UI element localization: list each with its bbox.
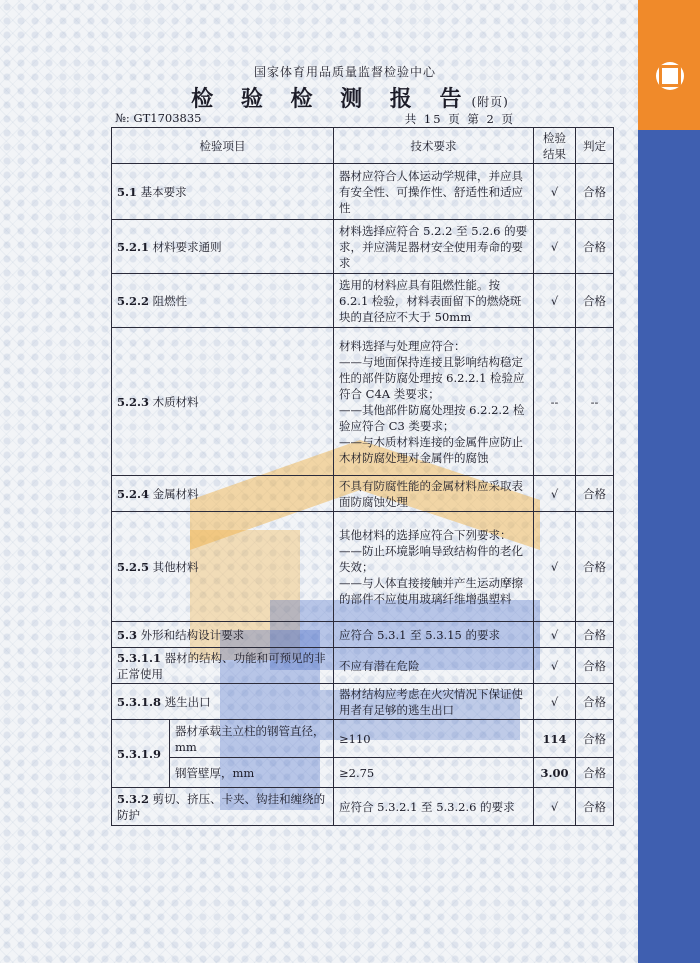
verdict-cell: 合格 xyxy=(576,788,614,826)
table-row xyxy=(112,720,614,758)
item-name: 其他材料 xyxy=(152,559,199,574)
table-row xyxy=(112,758,614,788)
item-name: 逃生出口 xyxy=(164,694,211,709)
verdict-cell: 合格 xyxy=(576,684,614,720)
col-header-item: 检验项目 xyxy=(112,128,334,164)
item-name: 器材的结构、功能和可预见的非正常使用 xyxy=(117,650,326,681)
item-cell xyxy=(112,684,334,720)
col-header-verdict: 判定 xyxy=(576,128,614,164)
result-cell: √ xyxy=(534,788,576,826)
table-row xyxy=(112,622,614,648)
requirement-cell: 材料选择应符合 5.2.2 至 5.2.6 的要求，并应满足器材安全使用寿命的要求 xyxy=(334,220,534,274)
report-number xyxy=(115,111,202,125)
table-row xyxy=(112,164,614,220)
item-cell xyxy=(112,622,334,648)
requirement-cell: 应符合 5.3.2.1 至 5.3.2.6 的要求 xyxy=(334,788,534,826)
verdict-cell: -- xyxy=(576,328,614,476)
result-cell: √ xyxy=(534,684,576,720)
item-name: 金属材料 xyxy=(152,486,199,501)
table-header-row xyxy=(112,128,614,164)
page-indicator: 共 15 页 第 2 页 xyxy=(404,112,515,126)
item-code: 5.2.5 xyxy=(117,559,150,574)
item-subname: 器材承载主立柱的钢管直径，mm xyxy=(170,720,334,758)
item-cell xyxy=(112,648,334,684)
result-cell: √ xyxy=(534,476,576,512)
col-header-result: 检验结果 xyxy=(534,128,576,164)
requirement-cell: 器材应符合人体运动学规律，并应具有安全性、可操作性、舒适性和适应性 xyxy=(334,164,534,220)
result-cell: -- xyxy=(534,328,576,476)
verdict-cell: 合格 xyxy=(576,648,614,684)
verdict-cell: 合格 xyxy=(576,220,614,274)
item-name: 材料要求通则 xyxy=(152,239,222,254)
verdict-cell: 合格 xyxy=(576,720,614,758)
item-code: 5.3.1.8 xyxy=(117,694,162,709)
result-cell: √ xyxy=(534,164,576,220)
result-cell: 3.00 xyxy=(534,758,576,788)
requirement-cell: ≥110 xyxy=(334,720,534,758)
table-row xyxy=(112,648,614,684)
item-cell xyxy=(112,164,334,220)
requirement-line: 其他材料的选择应符合下列要求： xyxy=(339,527,512,542)
result-cell: √ xyxy=(534,220,576,274)
report-number-value: GT1703835 xyxy=(133,111,202,125)
table-row xyxy=(112,684,614,720)
requirement-cell: 不应有潜在危险 xyxy=(334,648,534,684)
result-cell: √ xyxy=(534,648,576,684)
result-cell: √ xyxy=(534,512,576,622)
requirement-cell: 器材结构应考虑在火灾情况下保证使用者有足够的逃生出口 xyxy=(334,684,534,720)
requirement-cell: ≥2.75 xyxy=(334,758,534,788)
table-row xyxy=(112,788,614,826)
item-subname: 钢管壁厚，mm xyxy=(170,758,334,788)
issuing-organization: 国家体育用品质量监督检验中心 xyxy=(253,65,436,79)
verdict-cell: 合格 xyxy=(576,164,614,220)
item-code: 5.2.2 xyxy=(117,293,150,308)
item-cell xyxy=(112,274,334,328)
requirement-line: ——与木质材料连接的金属件应防止木材防腐处理对金属件的腐蚀 xyxy=(339,434,523,465)
result-cell: 114 xyxy=(534,720,576,758)
item-cell xyxy=(112,220,334,274)
item-name: 木质材料 xyxy=(152,394,199,409)
item-name: 剪切、挤压、卡夹、钩挂和缠绕的防护 xyxy=(117,791,326,822)
item-code: 5.3 xyxy=(117,627,138,642)
side-color-band xyxy=(638,0,700,963)
item-code: 5.3.1.9 xyxy=(112,720,170,788)
verdict-cell: 合格 xyxy=(576,476,614,512)
requirement-cell: 应符合 5.3.1 至 5.3.15 的要求 xyxy=(334,622,534,648)
verdict-cell: 合格 xyxy=(576,758,614,788)
requirement-line: ——与人体直接接触并产生运动摩擦的部件不应使用玻璃纤维增强塑料 xyxy=(339,575,523,606)
item-name: 外形和结构设计要求 xyxy=(140,627,245,642)
report-title-suffix: (附页) xyxy=(471,95,509,109)
item-code: 5.2.3 xyxy=(117,394,150,409)
item-code: 5.2.1 xyxy=(117,239,150,254)
report-title-text: 检 验 检 测 报 告 xyxy=(191,86,472,112)
report-title xyxy=(170,82,530,113)
item-name: 基本要求 xyxy=(140,184,187,199)
table-row xyxy=(112,328,614,476)
verdict-cell: 合格 xyxy=(576,512,614,622)
item-code: 5.3.2 xyxy=(117,791,150,806)
requirement-cell: 不具有防腐性能的金属材料应采取表面防腐蚀处理 xyxy=(334,476,534,512)
requirement-cell: 选用的材料应具有阻燃性能。按 6.2.1 检验，材料表面留下的燃烧斑块的直径应不大于 50mm xyxy=(334,274,534,328)
item-code: 5.2.4 xyxy=(117,486,150,501)
item-cell xyxy=(112,512,334,622)
verdict-cell: 合格 xyxy=(576,274,614,328)
requirement-line: ——与地面保持连接且影响结构稳定性的部件防腐处理按 6.2.2.1 检验应符合 C4A 类要求； xyxy=(339,354,525,401)
inspection-table xyxy=(111,127,614,826)
report-number-label: №: xyxy=(115,111,130,125)
requirement-line: ——其他部件防腐处理按 6.2.2.2 检验应符合 C3 类要求； xyxy=(339,402,525,433)
verdict-cell: 合格 xyxy=(576,622,614,648)
requirement-cell xyxy=(334,328,534,476)
requirement-line: 材料选择与处理应符合： xyxy=(339,338,466,353)
table-row xyxy=(112,476,614,512)
item-cell xyxy=(112,476,334,512)
table-row xyxy=(112,274,614,328)
result-cell: √ xyxy=(534,622,576,648)
requirement-line: ——防止环境影响导致结构件的老化失效； xyxy=(339,543,523,574)
item-code: 5.1 xyxy=(117,184,138,199)
col-header-requirement: 技术要求 xyxy=(334,128,534,164)
item-name: 阻燃性 xyxy=(152,293,188,308)
result-cell: √ xyxy=(534,274,576,328)
item-code: 5.3.1.1 xyxy=(117,650,162,665)
item-cell xyxy=(112,328,334,476)
item-cell xyxy=(112,788,334,826)
table-row xyxy=(112,220,614,274)
requirement-cell xyxy=(334,512,534,622)
table-row xyxy=(112,512,614,622)
logo-icon xyxy=(656,62,684,90)
